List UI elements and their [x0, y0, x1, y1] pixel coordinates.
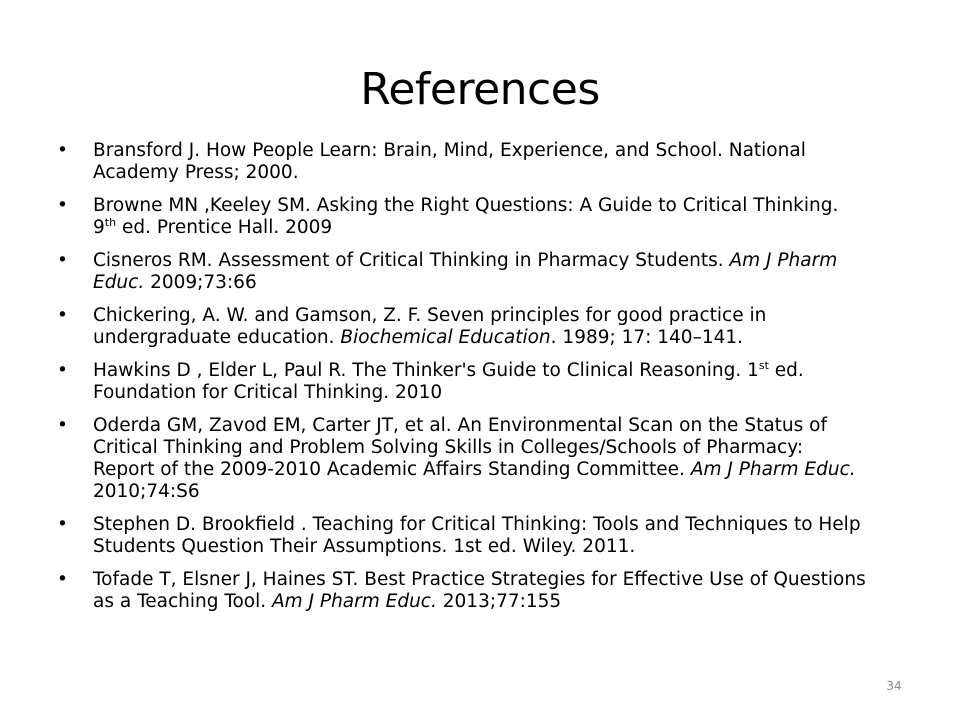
reference-line: undergraduate education.: [93, 327, 341, 348]
reference-item: [57, 250, 918, 294]
bullet-icon: •: [57, 514, 68, 535]
reference-item: [57, 514, 918, 558]
reference-item: [57, 358, 918, 404]
bullet-icon: •: [57, 140, 68, 161]
reference-line: Stephen D. Brookfield . Teaching for Critical Thinking: Tools and Techniques to Help: [93, 514, 861, 535]
reference-line: Cisneros RM. Assessment of Critical Thinking in Pharmacy Students.: [93, 250, 730, 271]
reference-line: as a Teaching Tool.: [93, 591, 273, 612]
page-number: 34: [886, 679, 902, 693]
reference-line: 2010;74:S6: [93, 481, 200, 502]
journal-name: Educ.: [93, 272, 145, 293]
bullet-icon: •: [57, 415, 68, 436]
reference-line: 2009;73:66: [144, 272, 257, 293]
journal-name: Am J Pharm Educ.: [272, 591, 437, 612]
reference-line: ed.: [768, 360, 804, 381]
reference-text: [93, 195, 838, 238]
reference-item: [57, 195, 918, 239]
reference-text: [93, 360, 804, 403]
reference-line: Critical Thinking and Problem Solving Skills in Colleges/Schools of Pharmacy:: [93, 437, 804, 458]
reference-text: [93, 569, 866, 612]
reference-line: ed. Prentice Hall. 2009: [116, 217, 333, 238]
reference-superscript: st: [758, 358, 769, 372]
reference-text: [93, 250, 837, 293]
journal-name: Am J Pharm: [729, 250, 838, 271]
reference-superscript: th: [104, 215, 117, 229]
bullet-icon: •: [57, 305, 68, 326]
bullet-icon: •: [57, 250, 68, 271]
journal-name: Am J Pharm Educ.: [690, 459, 856, 480]
reference-line: Browne MN ,Keeley SM. Asking the Right Questions: A Guide to Critical Thinking.: [93, 195, 839, 216]
reference-line: 2013;77:155: [436, 591, 562, 612]
bullet-icon: •: [57, 569, 68, 590]
reference-text: [93, 140, 806, 183]
reference-text: [93, 514, 861, 557]
reference-text: [93, 415, 856, 502]
reference-line: Hawkins D , Elder L, Paul R. The Thinker's Guide to Clinical Reasoning. 1: [93, 360, 759, 381]
reference-line: Foundation for Critical Thinking. 2010: [93, 382, 443, 403]
reference-line: Report of the 2009-2010 Academic Affairs Standing Committee.: [93, 459, 691, 480]
bullet-icon: •: [57, 195, 68, 216]
journal-name: Biochemical Education: [340, 327, 551, 348]
reference-list: [57, 140, 918, 624]
reference-line: Students Question Their Assumptions. 1st ed. Wiley. 2011.: [93, 536, 636, 557]
reference-item: [57, 140, 918, 184]
reference-item: [57, 569, 918, 613]
reference-line: Academy Press; 2000.: [93, 162, 299, 183]
reference-item: [57, 305, 918, 349]
reference-item: [57, 415, 918, 503]
reference-line: Bransford J. How People Learn: Brain, Mind, Experience, and School. National: [93, 140, 806, 161]
reference-line: Tofade T, Elsner J, Haines ST. Best Practice Strategies for Effective Use of Questions: [93, 569, 866, 590]
reference-line: . 1989; 17: 140–141.: [550, 327, 744, 348]
slide-title: References: [360, 64, 600, 115]
reference-line: Oderda GM, Zavod EM, Carter JT, et al. An Environmental Scan on the Status of: [93, 415, 827, 436]
reference-edition-number: 9: [93, 217, 105, 238]
reference-line: Chickering, A. W. and Gamson, Z. F. Seven principles for good practice in: [93, 305, 767, 326]
reference-text: [93, 305, 766, 348]
bullet-icon: •: [57, 360, 68, 381]
